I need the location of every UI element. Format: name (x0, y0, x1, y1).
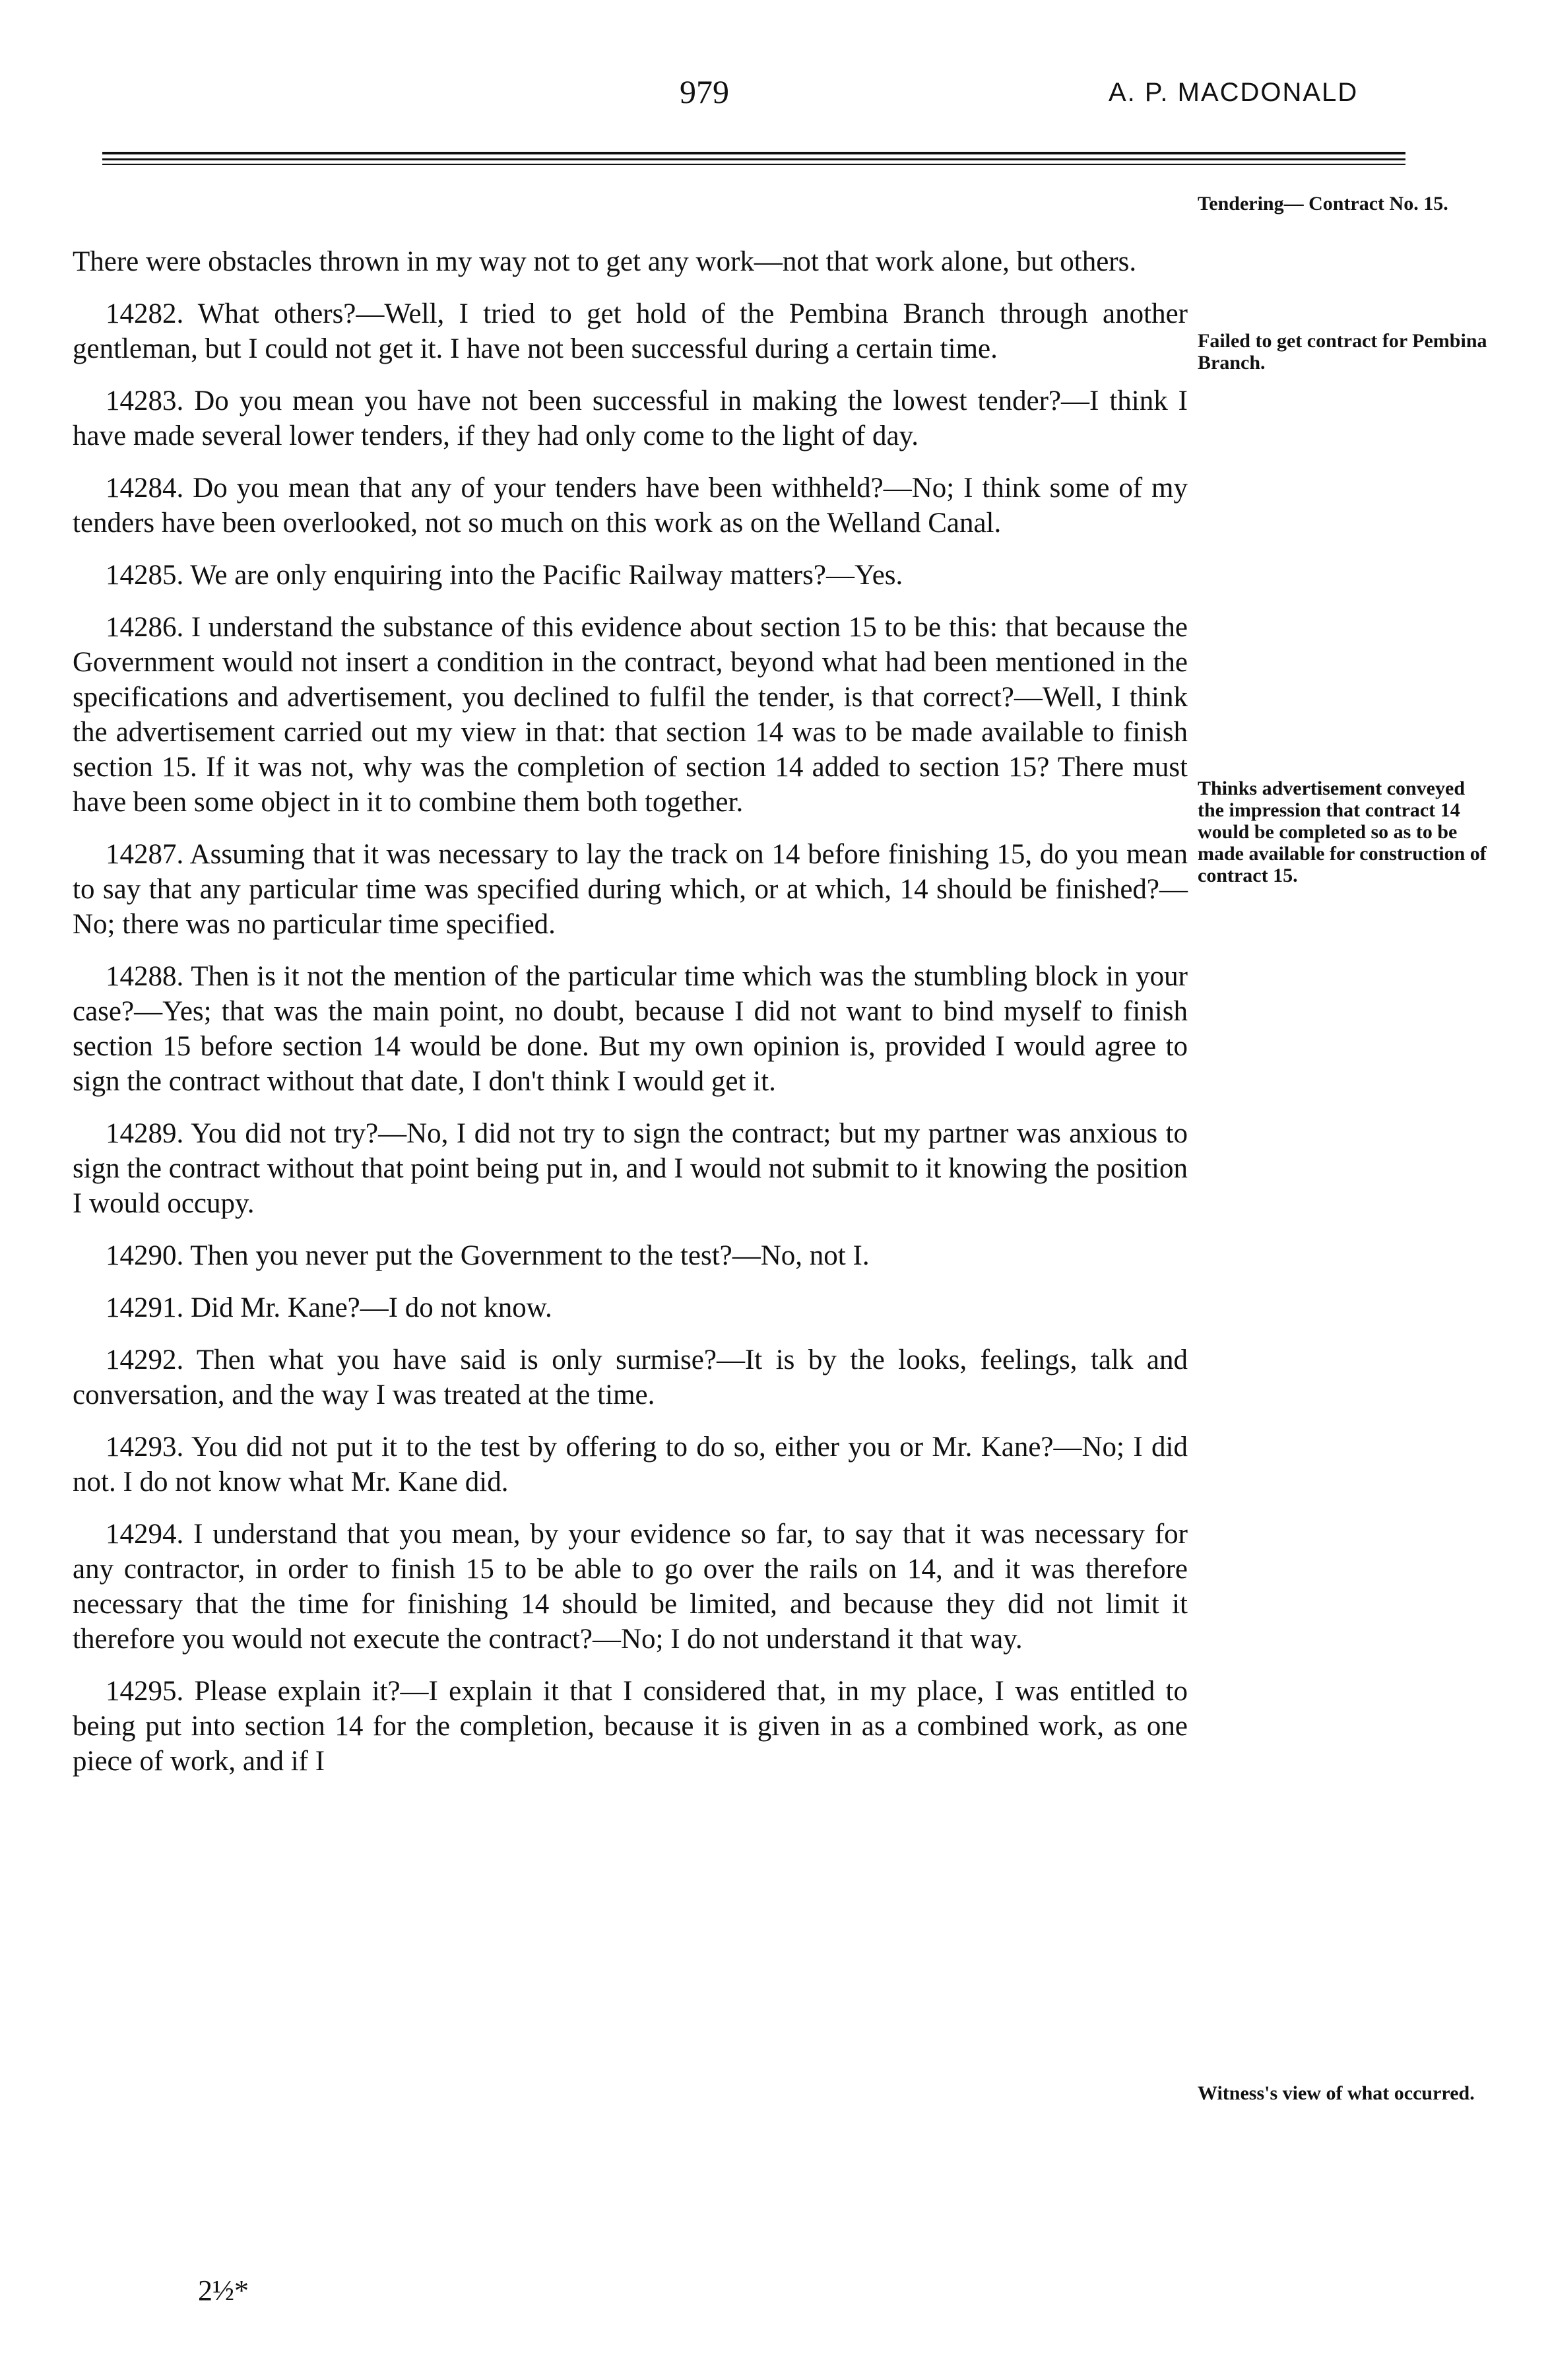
paragraph: 14293. You did not put it to the test by offering to do so, either you or Mr. Kane?—No; I did not. I do not know what Mr. Kane did. (73, 1432, 1188, 1498)
paragraph: 14290. Then you never put the Government to the test?—No, not I. (106, 1240, 870, 1271)
paragraph: 14287. Assuming that it was necessary to lay the track on 14 before finishing 15, do you mean to say that any particular time was specified during which, or at which, 14 should be finished?—No; there was no particular time specified. (73, 839, 1188, 940)
paragraph: 14284. Do you mean that any of your tenders have been withheld?—No; I think some of my tenders have been overlooked, not so much on this work as on the Welland Canal. (73, 473, 1188, 539)
paragraph: 14291. Did Mr. Kane?—I do not know. (106, 1292, 552, 1323)
side-note: Tendering— Contract No. 15. (1198, 193, 1448, 215)
body-text (73, 244, 1188, 1796)
paragraph: 14289. You did not try?—No, I did not try to sign the contract; but my partner was anxious to sign the contract without that point being put in, and I would not submit to it knowing the position I would occupy. (73, 1118, 1188, 1219)
side-note: Witness's view of what occurred. (1198, 2082, 1475, 2104)
page-number: 979 (680, 73, 729, 110)
paragraph: 14292. Then what you have said is only surmise?—It is by the looks, feelings, talk and conversation, and the way I was treated at the time. (73, 1344, 1188, 1410)
paragraph: 14283. Do you mean you have not been successful in making the lowest tender?—I think I have made several lower tenders, if they had only come to the light of day. (73, 385, 1188, 451)
header-rule (102, 164, 1405, 165)
header-rule (102, 152, 1405, 154)
paragraph: 14285. We are only enquiring into the Pacific Railway matters?—Yes. (106, 560, 903, 591)
side-note: Failed to get contract for Pembina Branch. (1198, 330, 1487, 374)
running-title: A. P. MACDONALD (1109, 78, 1359, 107)
page-header (0, 66, 1548, 119)
paragraph: 14295. Please explain it?—I explain it that I considered that, in my place, I was entitled to being put into section 14 for the completion, because it is given in as a combined work, as one piece of work, and if I (73, 1676, 1188, 1777)
paragraph: 14294. I understand that you mean, by your evidence so far, to say that it was necessary for any contractor, in order to finish 15 to be able to go over the rails on 14, and it was therefore necessary that the time for finishing 14 should be limited, and because they did not limit it therefore you would not execute the contract?—No; I do not understand it that way. (73, 1519, 1188, 1655)
signature-mark: 2½* (198, 2274, 249, 2307)
side-note: Thinks advertisement conveyed the impression that contract 14 would be completed so as to be made available for construction of contract 15. (1198, 777, 1487, 886)
paragraph: 14286. I understand the substance of this evidence about section 15 to be this: that because the Government would not insert a condition in the contract, beyond what had been mentioned in the specifications and advertisement, you declined to fulfil the tender, is that correct?—Well, I think the advertisement carried out my view in that: that section 14 was to be made available to finish section 15. If it was not, why was the completion of section 14 added to section 15? There must have been some object in it to combine them both together. (73, 612, 1188, 818)
paragraph: There were obstacles thrown in my way not to get any work—not that work alone, but others. (73, 246, 1137, 277)
paragraph: 14282. What others?—Well, I tried to get hold of the Pembina Branch through another gentleman, but I could not get it. I have not been successful during a certain time. (73, 298, 1188, 364)
header-rule (102, 158, 1405, 160)
paragraph: 14288. Then is it not the mention of the particular time which was the stumbling block in your case?—Yes; that was the main point, no doubt, because I did not want to bind myself to finish section 15 before section 14 would be done. But my own opinion is, provided I would agree to sign the contract without that date, I don't think I would get it. (73, 961, 1188, 1097)
